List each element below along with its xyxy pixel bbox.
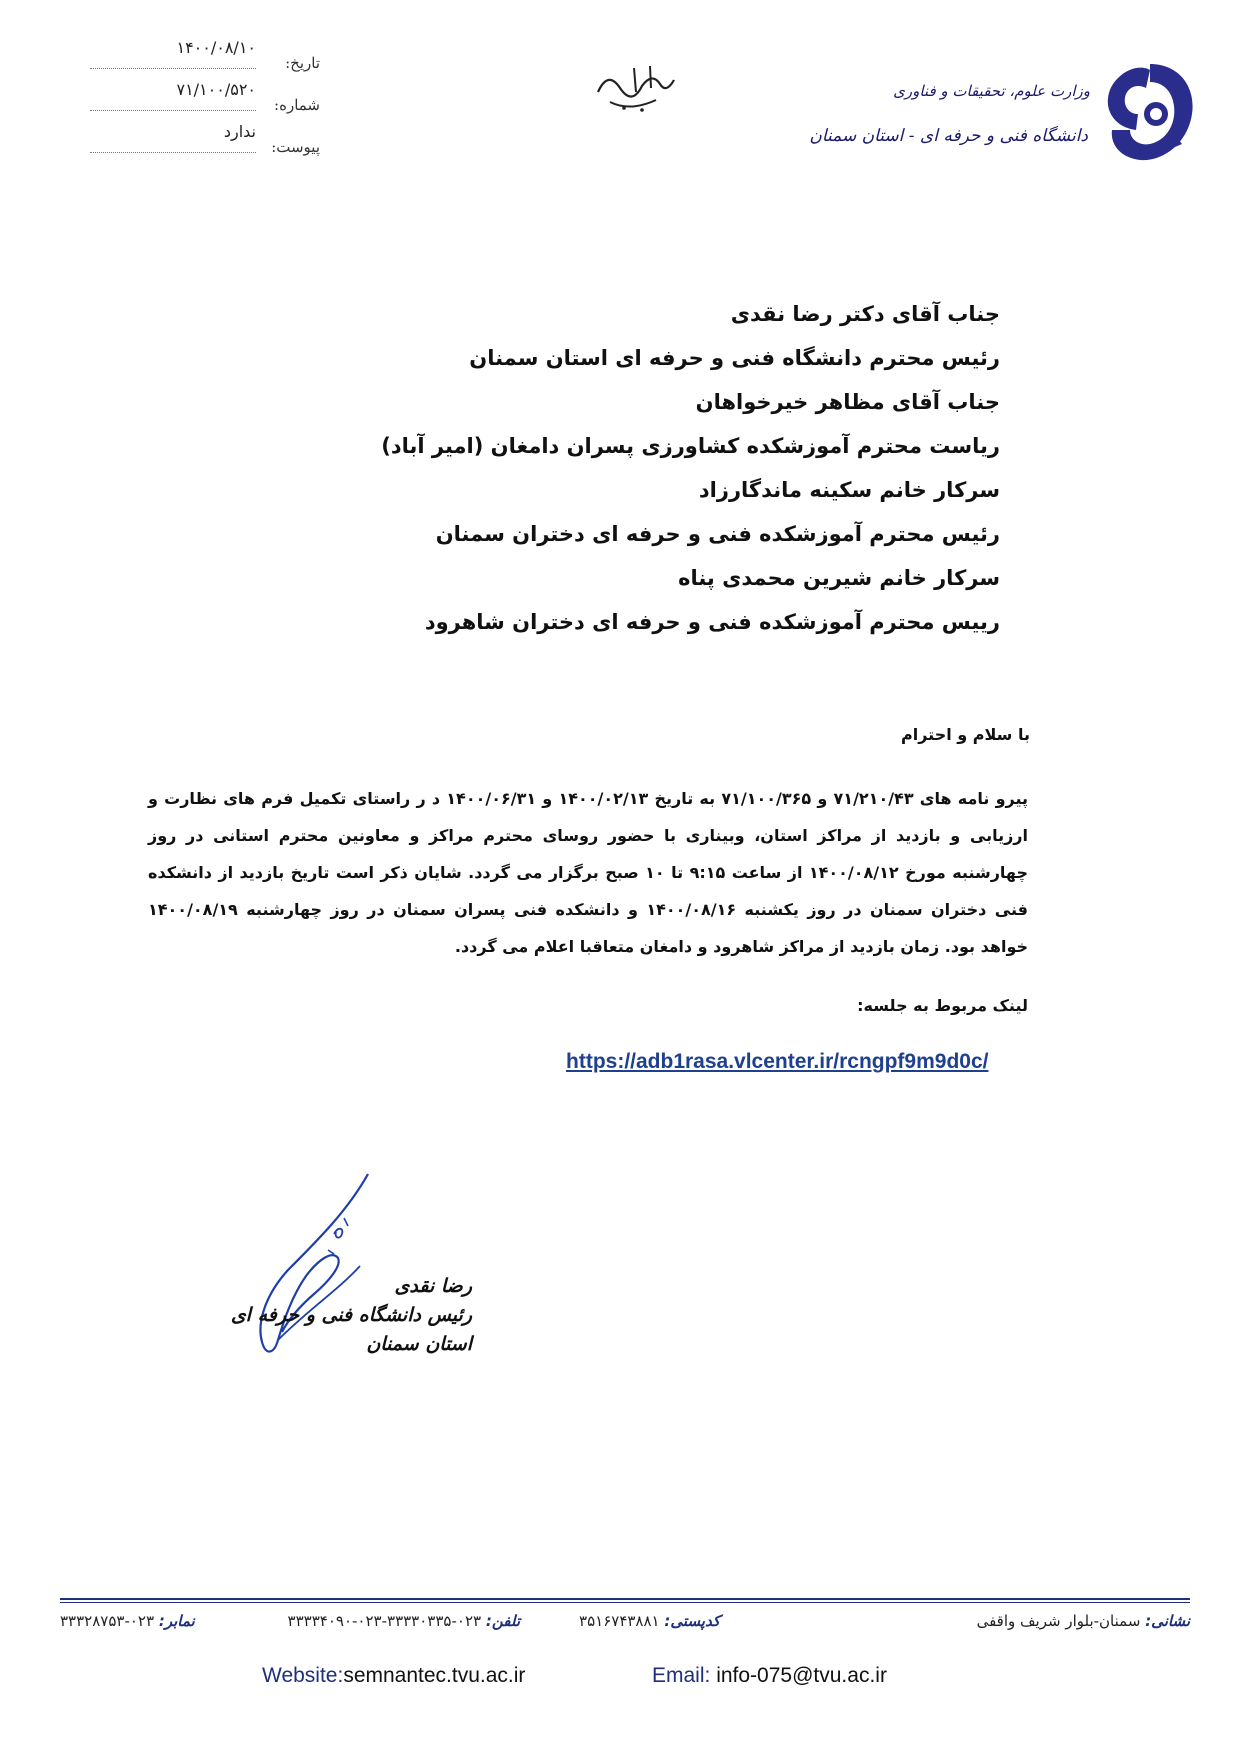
- recipient-line: سرکار خانم شیرین محمدی پناه: [678, 566, 1000, 590]
- date-label: تاریخ:: [285, 54, 320, 72]
- date-row: [90, 36, 320, 78]
- postal-value: ۳۵۱۶۷۴۳۸۸۱: [579, 1612, 660, 1630]
- attachment-row: [90, 120, 320, 162]
- footer-phone: [288, 1612, 520, 1630]
- attachment-value: ندارد: [223, 122, 256, 141]
- footer-address: [977, 1612, 1190, 1630]
- letter-meta: [90, 36, 320, 162]
- recipient-line: رئیس محترم دانشگاه فنی و حرفه ای استان سمنان: [469, 346, 1000, 370]
- date-value: ۱۴۰۰/۰۸/۱۰: [176, 38, 256, 57]
- greeting: با سلام و احترام: [901, 725, 1030, 744]
- footer-fax: [60, 1612, 195, 1630]
- recipient-line: جناب آقای دکتر رضا نقدی: [730, 302, 1000, 326]
- footer-website: [262, 1664, 525, 1688]
- number-value: ۷۱/۱۰۰/۵۲۰: [176, 80, 256, 99]
- website-label: Website:: [262, 1664, 344, 1687]
- university-name: دانشگاه فنی و حرفه ای - استان سمنان: [809, 126, 1088, 146]
- footer-postal: [579, 1612, 720, 1630]
- meeting-link-label: لینک مربوط به جلسه:: [857, 996, 1028, 1015]
- signer-province: استان سمنان: [366, 1333, 472, 1355]
- email-value[interactable]: info-075@tvu.ac.ir: [716, 1664, 887, 1687]
- recipient-line: رییس محترم آموزشکده فنی و حرفه ای دختران شاهرود: [424, 610, 1000, 634]
- number-dotted-line: [90, 110, 256, 111]
- recipient-line: ریاست محترم آموزشکده کشاورزی پسران دامغان (امیر آباد): [381, 434, 1000, 458]
- address-value: سمنان-بلوار شریف واقفی: [976, 1612, 1141, 1630]
- recipient-line: سرکار خانم سکینه ماندگارزاد: [698, 478, 1000, 502]
- attachment-label: پیوست:: [271, 138, 320, 156]
- signature-block: [231, 1272, 472, 1359]
- signer-name: رضا نقدی: [394, 1275, 472, 1297]
- fax-value: ۰۲۳-۳۳۳۲۸۷۵۳: [60, 1612, 155, 1630]
- postal-label: کدپستی:: [664, 1612, 720, 1630]
- address-label: نشانی:: [1145, 1612, 1190, 1630]
- date-dotted-line: [90, 68, 256, 69]
- email-label: Email:: [652, 1664, 711, 1687]
- number-row: [90, 78, 320, 120]
- recipient-line: رئیس محترم آموزشکده فنی و حرفه ای دختران سمنان: [435, 522, 1000, 546]
- ministry-name: وزارت علوم، تحقیقات و فناوری: [893, 82, 1090, 100]
- website-value[interactable]: semnantec.tvu.ac.ir: [343, 1664, 526, 1687]
- body-paragraph: پیرو نامه های ۷۱/۲۱۰/۴۳ و ۷۱/۱۰۰/۳۶۵ به تاریخ ۱۴۰۰/۰۲/۱۳ و ۱۴۰۰/۰۶/۳۱ د ر راستای تکمیل فرم های نظارت و ارزیابی و بازدید از مراکز استان، وبیناری با حضور روسای محترم مراکز و معاونین محترم استانی در روز چهارشنبه مورخ ۱۴۰۰/۰۸/۱۲ از ساعت ۹:۱۵ تا ۱۰ صبح برگزار می گردد. شایان ذکر است تاریخ بازدید از دانشکده فنی دختران سمنان در روز یکشنبه ۱۴۰۰/۰۸/۱۶ و دانشکده فنی پسران سمنان در روز چهارشنبه ۱۴۰۰/۰۸/۱۹ خواهد بود. زمان بازدید از مراکز شاهرود و دامغان متعاقبا اعلام می گردد.: [148, 789, 1029, 956]
- letter-body: [148, 780, 1028, 965]
- fax-label: نمابر:: [158, 1612, 195, 1630]
- phone-value: ۰۲۳-۳۳۳۳۰۳۳۵-۰۲۳-۳۳۳۳۴۰۹۰: [287, 1612, 482, 1630]
- footer-contact-row: [60, 1612, 1190, 1642]
- university-logo-icon: [1100, 58, 1200, 168]
- attachment-dotted-line: [90, 152, 256, 153]
- footer-divider: [60, 1598, 1190, 1600]
- meeting-link[interactable]: https://adb1rasa.vlcenter.ir/rcngpf9m9d0c/: [566, 1050, 989, 1073]
- phone-label: تلفن:: [485, 1612, 520, 1630]
- recipients-list: [381, 292, 1000, 644]
- recipient-line: جناب آقای مظاهر خیرخواهان: [695, 390, 1000, 414]
- footer-divider-thin: [60, 1602, 1190, 1603]
- footer-email: [652, 1664, 887, 1688]
- signer-title: رئیس دانشگاه فنی و حرفه ای: [230, 1304, 472, 1326]
- number-label: شماره:: [274, 96, 320, 114]
- university-logo-block: [809, 58, 1200, 168]
- invocation-calligraphy: [590, 62, 680, 117]
